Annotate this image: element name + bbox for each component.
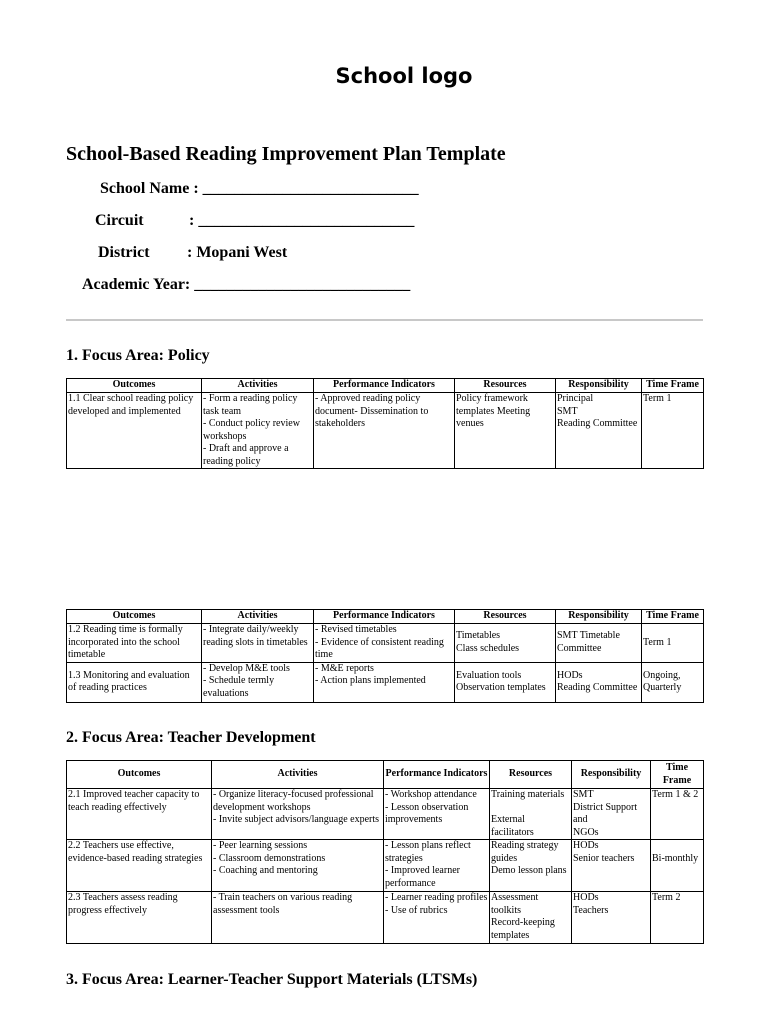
cell: Training materials External facilitators — [490, 789, 572, 840]
cell: 2.2 Teachers use effective, evidence-based reading strategies — [67, 840, 212, 892]
header-timeframe: Time Frame — [651, 761, 704, 789]
academic-year-field: Academic Year: ___________________________ — [82, 276, 411, 293]
section-policy-title: 1. Focus Area: Policy — [66, 347, 210, 364]
policy-table-1 — [66, 378, 704, 469]
header-outcomes: Outcomes — [67, 761, 212, 789]
cell: - Workshop attendance - Lesson observation improvements — [384, 789, 490, 840]
header-resources: Resources — [455, 610, 556, 624]
cell: HODs Teachers — [572, 892, 651, 944]
cell: SMT Timetable Committee — [556, 624, 642, 663]
header-timeframe: Time Frame — [642, 610, 704, 624]
header-resources: Resources — [490, 761, 572, 789]
cell: - Approved reading policy document- Dissemination to stakeholders — [314, 393, 455, 469]
table-row — [67, 393, 704, 469]
district-value: : Mopani West — [187, 244, 288, 261]
cell: - M&E reports - Action plans implemented — [314, 662, 455, 702]
header-activities: Activities — [212, 761, 384, 789]
cell: - Integrate daily/weekly reading slots in timetables — [202, 624, 314, 663]
cell: 1.2 Reading time is formally incorporated into the school timetable — [67, 624, 202, 663]
cell: SMT District Support and NGOs — [572, 789, 651, 840]
table-row — [67, 624, 704, 663]
cell: - Organize literacy-focused professional development workshops - Invite subject advisors/language experts — [212, 789, 384, 840]
school-logo-text: School logo — [335, 64, 473, 88]
header-indicators: Performance Indicators — [384, 761, 490, 789]
cell: Reading strategy guides Demo lesson plans — [490, 840, 572, 892]
header-activities: Activities — [202, 610, 314, 624]
table-row — [67, 662, 704, 702]
cell: Assessment toolkits Record-keeping templates — [490, 892, 572, 944]
cell: Timetables Class schedules — [455, 624, 556, 663]
cell: HODs Reading Committee — [556, 662, 642, 702]
header-outcomes: Outcomes — [67, 379, 202, 393]
cell: - Peer learning sessions - Classroom demonstrations - Coaching and mentoring — [212, 840, 384, 892]
cell: - Lesson plans reflect strategies - Improved learner performance — [384, 840, 490, 892]
teacher-table — [66, 760, 704, 944]
cell: Ongoing, Quarterly — [642, 662, 704, 702]
cell: Term 2 — [651, 892, 704, 944]
cell: Term 1 & 2 — [651, 789, 704, 840]
school-name-field: School Name : ___________________________ — [100, 180, 419, 197]
cell: Evaluation tools Observation templates — [455, 662, 556, 702]
cell: 2.1 Improved teacher capacity to teach reading effectively — [67, 789, 212, 840]
cell: Term 1 — [642, 624, 704, 663]
cell: - Form a reading policy task team - Conduct policy review workshops - Draft and approve a reading policy — [202, 393, 314, 469]
district-label: District — [98, 244, 150, 261]
cell: HODs Senior teachers — [572, 840, 651, 892]
header-responsibility: Responsibility — [556, 379, 642, 393]
header-timeframe: Time Frame — [642, 379, 704, 393]
cell: 2.3 Teachers assess reading progress effectively — [67, 892, 212, 944]
cell: 1.3 Monitoring and evaluation of reading practices — [67, 662, 202, 702]
header-outcomes: Outcomes — [67, 610, 202, 624]
table-row — [67, 840, 704, 892]
section-teacher-title: 2. Focus Area: Teacher Development — [66, 729, 316, 746]
header-resources: Resources — [455, 379, 556, 393]
table-row — [67, 789, 704, 840]
cell: Policy framework templates Meeting venues — [455, 393, 556, 469]
cell: 1.1 Clear school reading policy developed and implemented — [67, 393, 202, 469]
cell: - Learner reading profiles - Use of rubrics — [384, 892, 490, 944]
divider — [66, 319, 703, 321]
header-responsibility: Responsibility — [572, 761, 651, 789]
table-row — [67, 892, 704, 944]
header-indicators: Performance Indicators — [314, 379, 455, 393]
cell: Term 1 — [642, 393, 704, 469]
header-activities: Activities — [202, 379, 314, 393]
circuit-label: Circuit — [95, 212, 144, 229]
cell: - Develop M&E tools - Schedule termly evaluations — [202, 662, 314, 702]
document-title: School-Based Reading Improvement Plan Template — [66, 143, 506, 165]
cell: Bi-monthly — [651, 840, 704, 892]
policy-table-2 — [66, 609, 704, 703]
circuit-value: : ___________________________ — [189, 212, 415, 229]
cell: - Train teachers on various reading assessment tools — [212, 892, 384, 944]
header-responsibility: Responsibility — [556, 610, 642, 624]
section-ltsm-title: 3. Focus Area: Learner-Teacher Support Materials (LTSMs) — [66, 971, 478, 988]
header-indicators: Performance Indicators — [314, 610, 455, 624]
cell: Principal SMT Reading Committee — [556, 393, 642, 469]
cell: - Revised timetables - Evidence of consistent reading time — [314, 624, 455, 663]
